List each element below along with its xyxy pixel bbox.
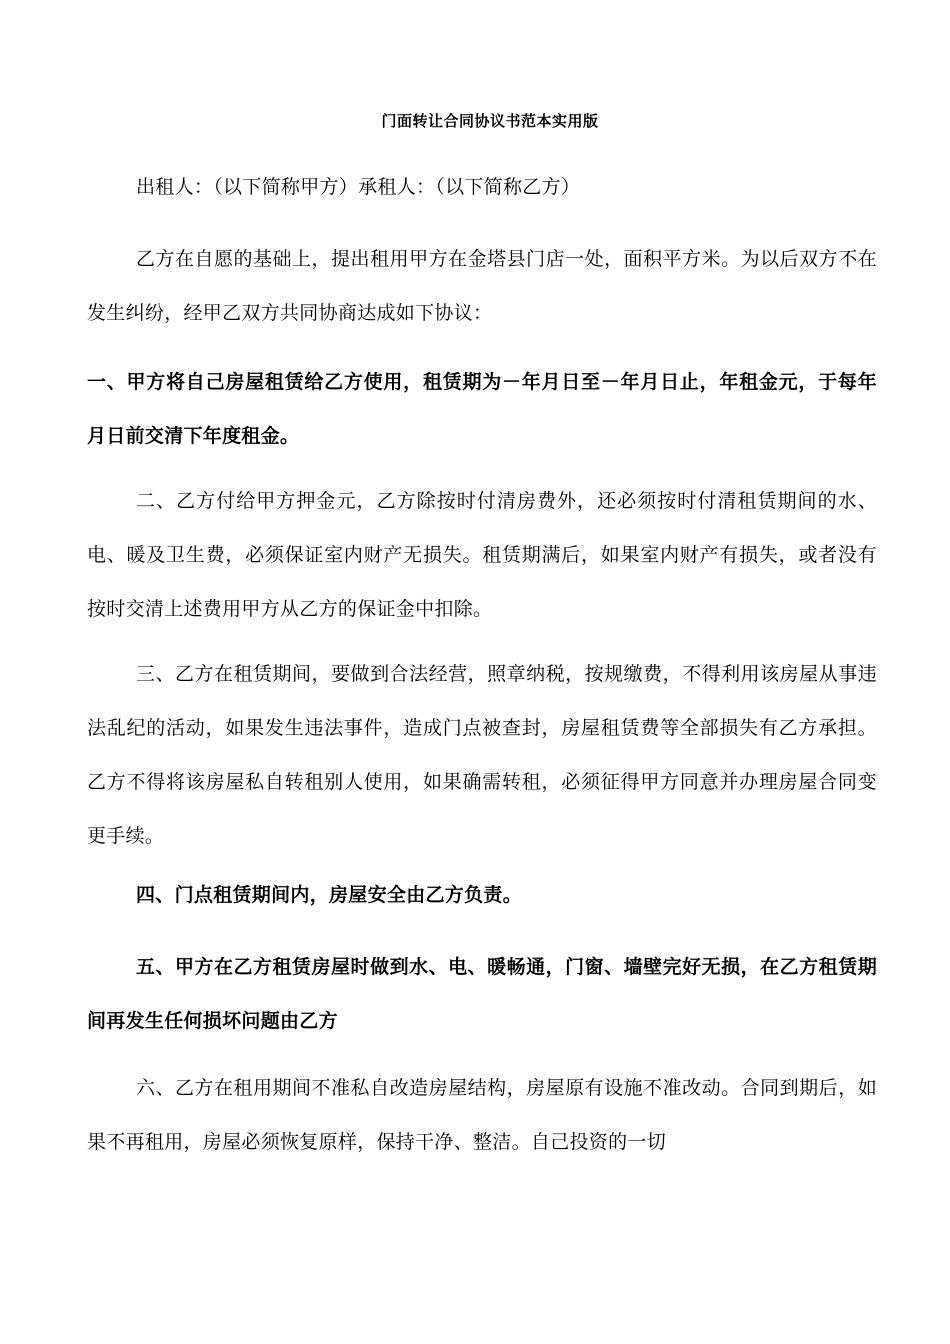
paragraph-parties: 出租人：（以下简称甲方）承租人：（以下简称乙方）	[136, 176, 581, 198]
paragraph-clause-4: 四、门点租赁期间内，房屋安全由乙方负责。	[136, 884, 523, 906]
paragraph-clause-3: 三、乙方在租赁期间，要做到合法经营，照章纳税，按规缴费，不得利用该房屋从事违法乱纪的活动，如果发生违法事件，造成门点被查封，房屋租赁费等全部损失有乙方承担。乙方不得将该房屋私自转租别人使用，如果确需转租，必须征得甲方同意并办理房屋合同变更手续。	[87, 663, 877, 847]
paragraph-clause-2: 二、乙方付给甲方押金元，乙方除按时付清房费外，还必须按时付清租赁期间的水、电、暖及卫生费，必须保证室内财产无损失。租赁期满后，如果室内财产有损失，或者没有按时交清上述费用甲方从乙方的保证金中扣除。	[87, 490, 877, 620]
document-title: 门面转让合同协议书范本实用版	[381, 112, 599, 130]
paragraph-clause-5: 五、甲方在乙方租赁房屋时做到水、电、暖畅通，门窗、墙壁完好无损，在乙方租赁期间再发生任何损坏问题由乙方	[87, 956, 877, 1032]
paragraph-intro: 乙方在自愿的基础上，提出租用甲方在金塔县门店一处，面积平方米。为以后双方不在发生纠纷，经甲乙双方共同协商达成如下协议：	[87, 248, 877, 324]
paragraph-clause-1: 一、甲方将自己房屋租赁给乙方使用，租赁期为－年月日至－年月日止，年租金元，于每年月日前交清下年度租金。	[87, 371, 877, 447]
paragraph-clause-6: 六、乙方在租用期间不准私自改造房屋结构，房屋原有设施不准改动。合同到期后，如果不再租用，房屋必须恢复原样，保持干净、整洁。自己投资的一切	[87, 1077, 877, 1153]
